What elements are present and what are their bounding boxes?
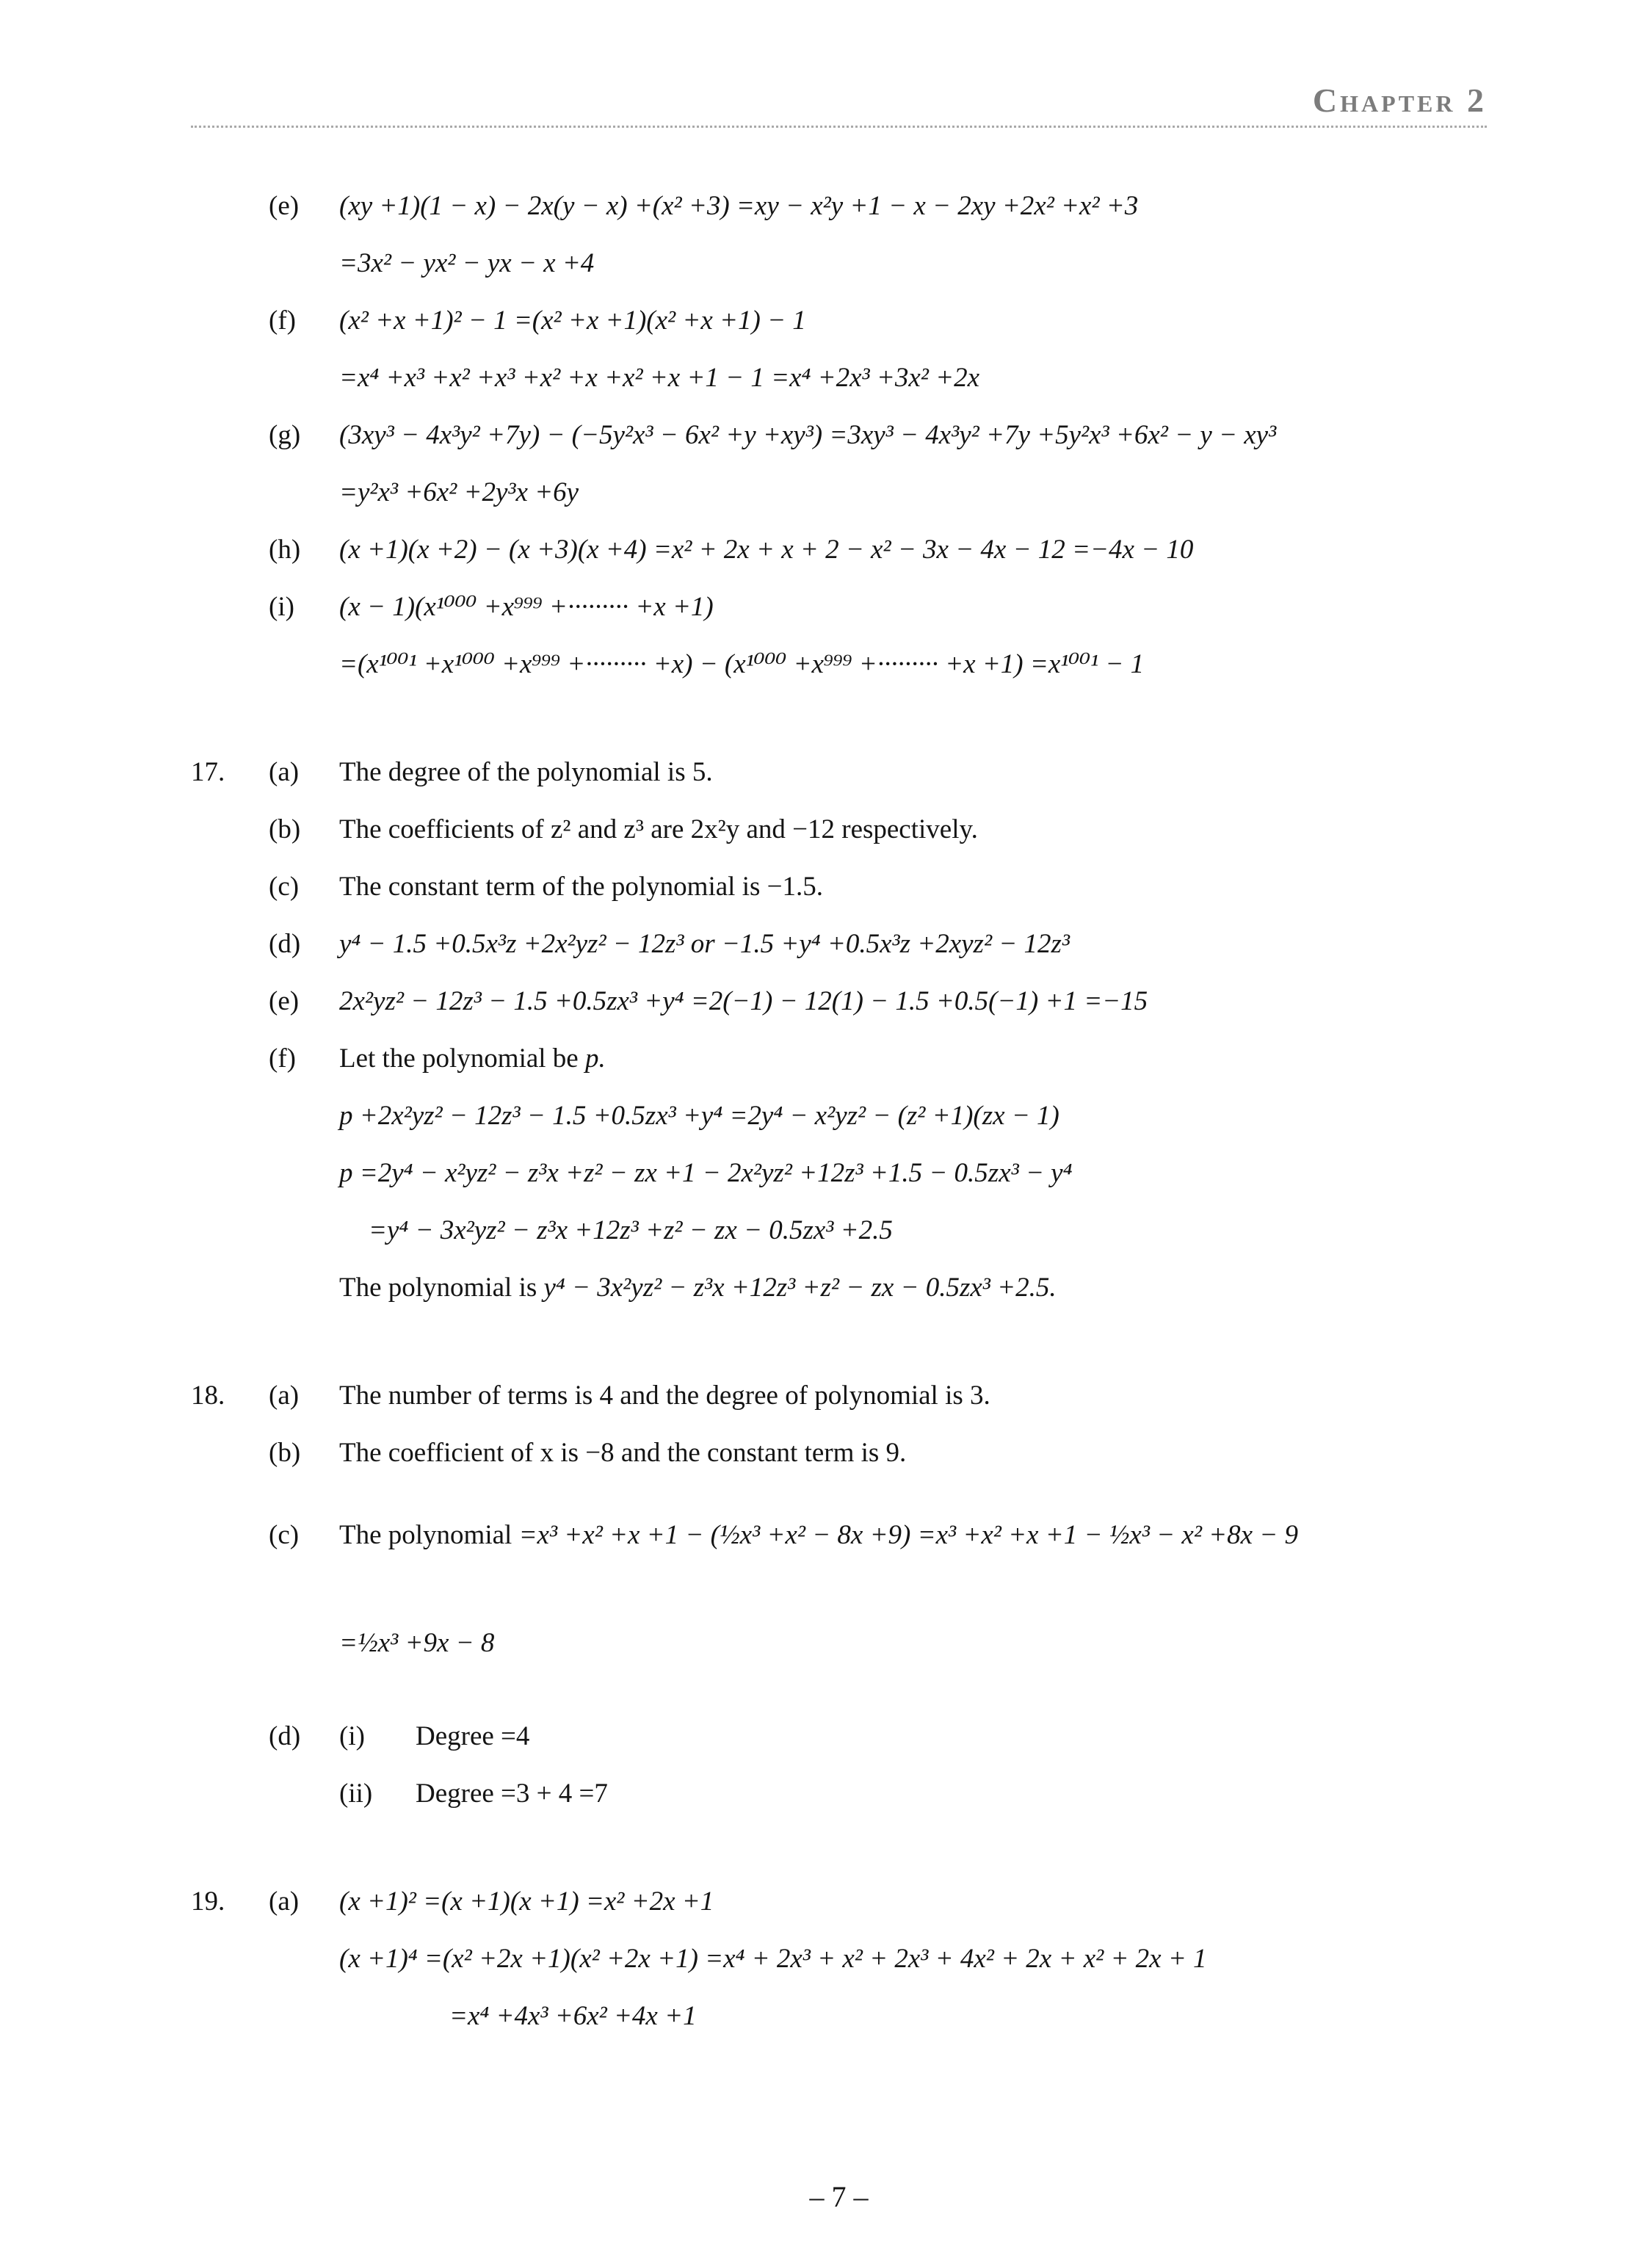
item-number: 19. (191, 1886, 225, 1917)
item-label: (a) (269, 1381, 300, 1411)
line-content (339, 1940, 1487, 1978)
line-math: =y⁴ − 3x²yz² − z³x +12z³ +z² − zx − 0.5zx³ +2.5 (369, 1215, 893, 1245)
solution-line (191, 811, 1487, 849)
line-content (339, 302, 1487, 340)
solution-line (191, 1775, 1487, 1813)
line-math: y⁴ − 3x²yz² − z³x +12z³ +z² − zx − 0.5zx³ +2.5. (543, 1273, 1057, 1303)
line-math: (xy +1)(1 − x) − 2x(y − x) +(x² +3) =xy − x²y +1 − x − 2xy +2x² +x² +3 (339, 191, 1139, 221)
line-math: =½x³ +9x − 8 (339, 1628, 495, 1658)
solution-line (191, 474, 1487, 512)
item-number: 17. (191, 757, 225, 787)
line-math: (3xy³ − 4x³y² +7y) − (−5y²x³ − 6x² +y +xy³) =3xy³ − 4x³y² +7y +5y²x³ +6x² − y − xy³ (339, 420, 1277, 450)
line-math: (x − 1)(x¹⁰⁰⁰ +x⁹⁹⁹ +········· +x +1) (339, 592, 714, 622)
solution-line (191, 753, 1487, 792)
solution-line (191, 1883, 1487, 1921)
line-content (339, 1269, 1487, 1307)
solution-line (191, 359, 1487, 397)
line-content (339, 983, 1487, 1021)
line-math: (x +1)(x +2) − (x +3)(x +4) =x² + 2x + x + 2 − x² − 3x − 4x − 12 =−4x − 10 (339, 535, 1194, 565)
item-label: (b) (269, 1438, 301, 1468)
item-label: (g) (269, 420, 301, 450)
item-label: (d) (269, 1721, 301, 1751)
line-content (339, 359, 1487, 397)
line-math: p. (584, 1043, 606, 1074)
solution-line (191, 983, 1487, 1021)
item-label: (f) (269, 1043, 296, 1074)
line-math: =y²x³ +6x² +2y³x +6y (339, 477, 579, 507)
line-content (339, 925, 1487, 963)
solution-line (191, 1997, 1487, 2036)
item-number: 18. (191, 1381, 225, 1411)
page-footer (191, 2179, 1487, 2258)
line-text: The polynomial is (339, 1273, 544, 1303)
line-content (416, 1718, 1487, 1756)
line-math: =(x¹⁰⁰¹ +x¹⁰⁰⁰ +x⁹⁹⁹ +········· +x) − (x¹⁰⁰⁰ +x⁹⁹⁹ +········· +x +1) =x¹⁰⁰¹ − 1 (339, 649, 1145, 679)
solution-line (191, 187, 1487, 225)
solution-line (191, 1269, 1487, 1307)
item-label: (c) (269, 872, 300, 902)
solution-line (191, 302, 1487, 340)
page-number: – 7 – (809, 2180, 869, 2213)
line-content (339, 1516, 1487, 1555)
line-text: Degree =4 (416, 1721, 530, 1751)
solution-line (191, 1940, 1487, 1978)
item-label: (h) (269, 535, 301, 565)
item-sublabel: (i) (339, 1721, 365, 1751)
solution-line (191, 1718, 1487, 1756)
line-content (339, 245, 1487, 283)
line-content (339, 868, 1487, 906)
item-label: (d) (269, 929, 301, 959)
solution-line (191, 645, 1487, 684)
line-content (339, 531, 1487, 569)
solution-line (191, 1434, 1487, 1472)
line-math: =x⁴ +4x³ +6x² +4x +1 (449, 2001, 697, 2031)
line-content (416, 1775, 1487, 1813)
line-text: The coefficient of x is −8 and the constant term is 9. (339, 1438, 907, 1468)
line-content (339, 1154, 1487, 1193)
line-text: Degree =3 + 4 =7 (416, 1778, 608, 1809)
line-text: The degree of the polynomial is 5. (339, 757, 713, 787)
line-content (339, 474, 1487, 512)
line-text: The polynomial (339, 1520, 519, 1550)
item-label: (a) (269, 757, 300, 787)
content (191, 168, 1487, 2036)
line-content (339, 645, 1487, 684)
item-label: (e) (269, 191, 300, 221)
line-content (339, 1212, 1487, 1250)
line-content (339, 1997, 1487, 2036)
line-content (339, 416, 1487, 455)
line-math: =x⁴ +x³ +x² +x³ +x² +x +x² +x +1 − 1 =x⁴ +2x³ +3x² +2x (339, 363, 979, 393)
chapter-header (191, 81, 1487, 128)
solution-line (191, 531, 1487, 569)
line-math: p +2x²yz² − 12z³ − 1.5 +0.5zx³ +y⁴ =2y⁴ − x²yz² − (z² +1)(zx − 1) (339, 1101, 1059, 1131)
solution-line (191, 1154, 1487, 1193)
line-content (339, 187, 1487, 225)
line-math: (x² +x +1)² − 1 =(x² +x +1)(x² +x +1) − 1 (339, 305, 806, 336)
line-text: The number of terms is 4 and the degree of polynomial is 3. (339, 1381, 990, 1411)
line-content (339, 811, 1487, 849)
line-content (339, 1624, 1487, 1662)
line-math: p =2y⁴ − x²yz² − z³x +z² − zx +1 − 2x²yz² +12z³ +1.5 − 0.5zx³ − y⁴ (339, 1158, 1073, 1188)
line-content (339, 1097, 1487, 1135)
line-content (339, 1883, 1487, 1921)
solution-line (191, 416, 1487, 455)
solution-line (191, 925, 1487, 963)
solution-line (191, 588, 1487, 626)
solution-line (191, 1097, 1487, 1135)
item-label: (c) (269, 1520, 300, 1550)
item-label: (e) (269, 986, 300, 1016)
line-text: The constant term of the polynomial is −1.5. (339, 872, 823, 902)
line-math: (x +1)² =(x +1)(x +1) =x² +2x +1 (339, 1886, 714, 1917)
solution-line (191, 1377, 1487, 1415)
item-label: (a) (269, 1886, 300, 1917)
line-math: (x +1)⁴ =(x² +2x +1)(x² +2x +1) =x⁴ + 2x³ + x² + 2x³ + 4x² + 2x + x² + 2x + 1 (339, 1944, 1207, 1974)
line-math: =x³ +x² +x +1 − (½x³ +x² − 8x +9) =x³ +x² +x +1 − ½x³ − x² +8x − 9 (518, 1520, 1299, 1550)
line-math: 2x²yz² − 12z³ − 1.5 +0.5zx³ +y⁴ =2(−1) − 12(1) − 1.5 +0.5(−1) +1 =−15 (339, 986, 1148, 1016)
line-math: =3x² − yx² − yx − x +4 (339, 248, 595, 278)
line-content (339, 1377, 1487, 1415)
item-label: (f) (269, 305, 296, 336)
line-math: y⁴ − 1.5 +0.5x³z +2x²yz² − 12z³ or −1.5 +y⁴ +0.5x³z +2xyz² − 12z³ (339, 929, 1070, 959)
solution-line (191, 245, 1487, 283)
solution-line (191, 1040, 1487, 1078)
line-text: The coefficients of z² and z³ are 2x²y and −12 respectively. (339, 814, 978, 844)
solution-line (191, 868, 1487, 906)
line-content (339, 1434, 1487, 1472)
item-label: (i) (269, 592, 294, 622)
chapter-title: Chapter 2 (1312, 82, 1487, 119)
item-sublabel: (ii) (339, 1778, 373, 1809)
item-label: (b) (269, 814, 301, 844)
solution-line (191, 1516, 1487, 1555)
line-content (339, 753, 1487, 792)
solution-line (191, 1212, 1487, 1250)
line-content (339, 1040, 1487, 1078)
line-content (339, 588, 1487, 626)
line-text: Let the polynomial be (339, 1043, 585, 1074)
solution-line (191, 1624, 1487, 1662)
